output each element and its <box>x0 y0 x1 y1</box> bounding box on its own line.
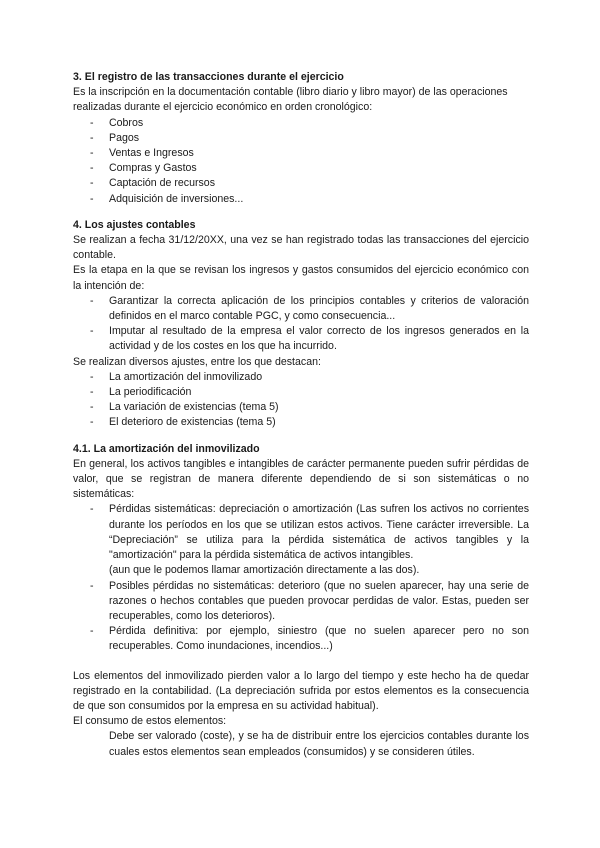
list-item-text: - Pérdidas sistemáticas: depreciación o amortización (Las sufren los activos no corrientes durante los períodos en los que se utilizan estos activos. Tiene carácter irreversible. La “Depreciación” se utiliza para la pérdida sistemática de activos tangibles y la "amortización" para la pérdida sistemática de activos intangibles. <box>109 503 529 562</box>
list-item <box>73 579 529 625</box>
adjustments-list <box>73 370 529 431</box>
list-item: - Captación de recursos <box>73 176 529 191</box>
spacer <box>73 655 529 669</box>
list-item: - La amortización del inmovilizado <box>73 370 529 385</box>
goals-list <box>73 294 529 355</box>
section-3-heading: 3. El registro de las transacciones durante el ejercicio <box>73 71 344 83</box>
section-4-1-paragraph-2: Los elementos del inmovilizado pierden valor a lo largo del tiempo y este hecho ha de quedar registrado en la contabilidad. (La depreciación sufrida por estos elementos es la consecuencia de que son consumidos por la empresa en su actividad habitual). <box>73 669 529 712</box>
transactions-list <box>73 116 529 207</box>
list-item: - Garantizar la correcta aplicación de los principios contables y criterios de valoración definidos en el marco contable PGC, y como consecuencia... <box>73 294 529 324</box>
spacer <box>73 431 529 442</box>
section-4-paragraph-3: Se realizan diversos ajustes, entre los que destacan: <box>73 355 321 368</box>
list-item-text: - Posibles pérdidas no sistemáticas: deterioro (que no suelen aparecer, hay una serie de razones o hechos contables que pueden provocar perdidas de valor. Estas, pueden ser recuperables, como los deterioros). <box>109 579 529 622</box>
list-item: - Cobros <box>73 116 529 131</box>
list-item: - La variación de existencias (tema 5) <box>73 400 529 415</box>
list-item-text: - Pérdida definitiva: por ejemplo, siniestro (que no suelen aparecer pero no son recuperables. Como inundaciones, incendios...) <box>109 625 529 653</box>
list-item: - El deterioro de existencias (tema 5) <box>73 415 529 430</box>
section-4-1-heading: 4.1. La amortización del inmovilizado <box>73 442 260 455</box>
section-4-1-paragraph-3: El consumo de estos elementos: <box>73 715 227 728</box>
list-item: - Imputar al resultado de la empresa el valor correcto de los ingresos generados en la actividad y de los costes en los que ha incurrido. <box>73 324 529 354</box>
losses-list <box>73 502 529 654</box>
section-4-1-paragraph-4: Debe ser valorado (coste), y se ha de distribuir entre los ejercicios contables durante los cuales estos elementos sean empleados (consumidos) y se consideren útiles. <box>109 730 529 758</box>
section-3-intro: Es la inscripción en la documentación contable (libro diario y libro mayor) de las operaciones realizadas durante el ejercicio económico en orden cronológico: <box>73 86 508 114</box>
section-4-1-paragraph-1: En general, los activos tangibles e intangibles de carácter permanente pueden sufrir pérdidas de valor, que se registran de manera diferente dependiendo de si son sistemáticas o no sistemáticas: <box>73 457 529 501</box>
list-item: - Compras y Gastos <box>73 161 529 176</box>
section-4-paragraph-2: Es la etapa en la que se revisan los ingresos y gastos consumidos del ejercicio económico con la intención de: <box>73 264 529 292</box>
list-item-note: (aun que le podemos llamar amortización directamente a las dos). <box>109 564 420 577</box>
section-4-paragraph-1: Se realizan a fecha 31/12/20XX, una vez se han registrado todas las transacciones del ejercicio contable. <box>73 234 529 262</box>
list-item: - Adquisición de inversiones... <box>73 192 529 207</box>
list-item: - Ventas e Ingresos <box>73 146 529 161</box>
list-item <box>73 502 529 578</box>
document-page <box>73 70 529 760</box>
spacer <box>73 207 529 218</box>
list-item: - Pagos <box>73 131 529 146</box>
list-item <box>73 624 529 654</box>
section-4-heading: 4. Los ajustes contables <box>73 218 196 231</box>
list-item: - La periodificación <box>73 385 529 400</box>
